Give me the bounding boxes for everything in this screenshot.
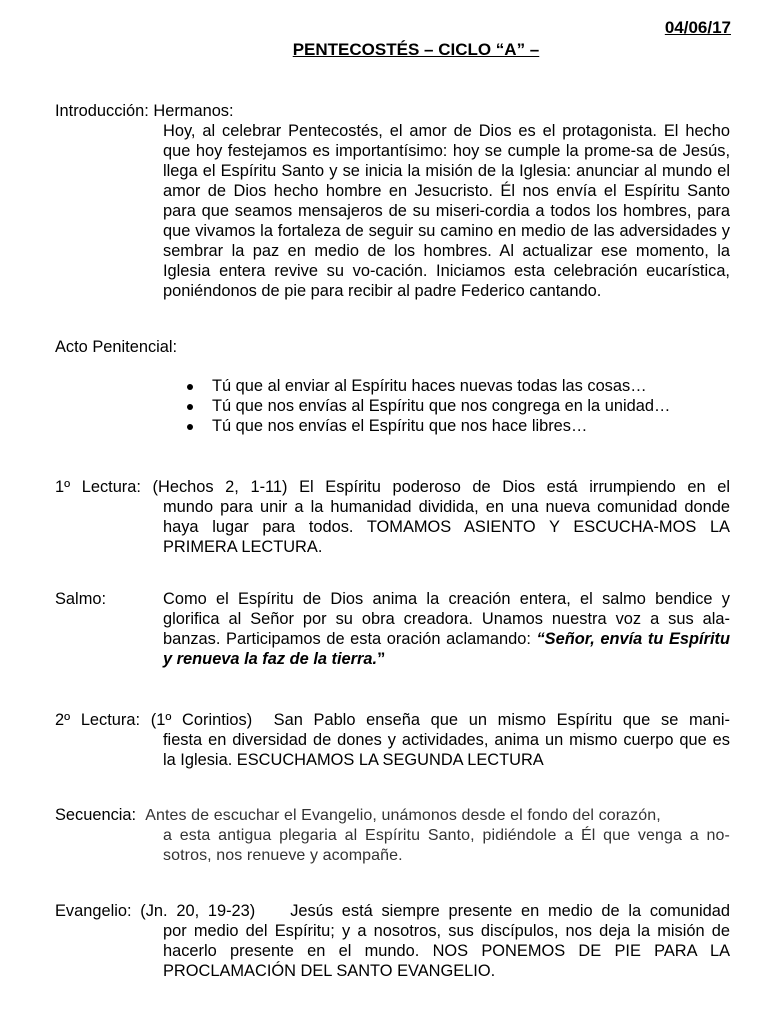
evangelio-first-line [55, 901, 730, 921]
secuencia-text: a esta antigua plegaria al Espíritu Santo, pidiéndole a Él que venga a no-sotros, nos renueve y acompañe. [163, 827, 730, 864]
segunda-lectura-text: fiesta en diversidad de dones y actividades, anima un mismo cuerpo que es la Iglesia. ESCUCHAMOS LA SEGUNDA LECTURA [163, 731, 730, 769]
list-item [55, 396, 755, 416]
introduccion-section [55, 101, 730, 301]
secuencia-section [55, 805, 730, 866]
salmo-text [163, 589, 730, 669]
document-title: PENTECOSTÉS – CICLO “A” – [292, 40, 540, 59]
primera-lectura-section [55, 477, 730, 557]
primera-lectura-text-first: El Espíritu poderoso de Dios está irrumpiendo en el [299, 478, 730, 496]
primera-lectura-text: mundo para unir a la humanidad dividida, en una nueva comunidad donde haya lugar para todos. TOMAMOS ASIENTO Y ESCUCHA-MOS LA PRIMERA LECTURA. [163, 498, 730, 556]
bullet-icon [187, 404, 193, 410]
primera-lectura-label: 1º Lectura: (Hechos 2, 1-11) [55, 478, 288, 496]
secuencia-text-first: Antes de escuchar el Evangelio, unámonos desde el fondo del corazón, [145, 807, 661, 824]
segunda-lectura-label: 2º Lectura: (1º Corintios) [55, 711, 253, 729]
segunda-lectura-first-line [55, 710, 730, 730]
segunda-lectura-section [55, 710, 730, 770]
evangelio-section [55, 901, 730, 981]
acto-penitencial-section [55, 337, 730, 357]
salmo-body: Como el Espíritu de Dios anima la creación entera, el salmo bendice y glorifica al Señor por su obra creadora. Unamos nuestra voz a sus ala-banzas. Participamos de esta oración aclamando: [163, 590, 730, 648]
list-item-text: Tú que al enviar al Espíritu haces nuevas todas las cosas… [212, 377, 647, 395]
salmo-response: “Señor, envía tu Espíritu y renueva la faz de la tierra. [163, 630, 730, 668]
acto-penitencial-label: Acto Penitencial: [55, 338, 178, 356]
secuencia-label: Secuencia: [55, 806, 137, 824]
acto-penitencial-list [55, 376, 755, 436]
list-item [55, 376, 755, 396]
evangelio-text: por medio del Espíritu; y a nosotros, sus discípulos, nos deja la misión de hacerlo presente en el mundo. NOS PONEMOS DE PIE PARA LA PROCLAMACIÓN DEL SANTO EVANGELIO. [163, 922, 730, 980]
evangelio-label: Evangelio: (Jn. 20, 19-23) [55, 902, 256, 920]
salmo-section [55, 589, 730, 669]
introduccion-text: Hoy, al celebrar Pentecostés, el amor de Dios es el protagonista. El hecho que hoy festejamos es importantísimo: hoy se cumple la prome-sa de Jesús, llega el Espíritu Santo y se inicia la misión de la Iglesia: anunciar al mundo el amor de Dios hecho hombre en Jesucristo. Él nos envía el Espíritu Santo para que seamos mensajeros de su miseri-cordia a todos los hombres, para que vivamos la fortaleza de seguir su camino en medio de las adversidades y sembrar la paz en medio de los hombres. Al actualizar ese momento, la Iglesia entera revive su vo-cación. Iniciamos esta celebración eucarística, poniéndonos de pie para recibir al padre Federico cantando. [163, 122, 730, 300]
list-item-text: Tú que nos envías el Espíritu que nos hace libres… [212, 417, 588, 435]
bullet-icon [187, 384, 193, 390]
secuencia-first-line [55, 805, 730, 826]
list-item [55, 416, 755, 436]
segunda-lectura-text-first: San Pablo enseña que un mismo Espíritu que se mani- [273, 711, 731, 729]
evangelio-text-first: Jesús está siempre presente en medio de la comunidad [290, 902, 731, 920]
list-item-text: Tú que nos envías al Espíritu que nos congrega en la unidad… [212, 397, 671, 415]
bullet-icon [187, 424, 193, 430]
primera-lectura-first-line [55, 477, 730, 497]
introduccion-label: Introducción: Hermanos: [55, 102, 234, 120]
document-date: 04/06/17 [664, 18, 731, 37]
salmo-label: Salmo: [55, 590, 107, 608]
salmo-close-quote: ” [377, 650, 386, 668]
